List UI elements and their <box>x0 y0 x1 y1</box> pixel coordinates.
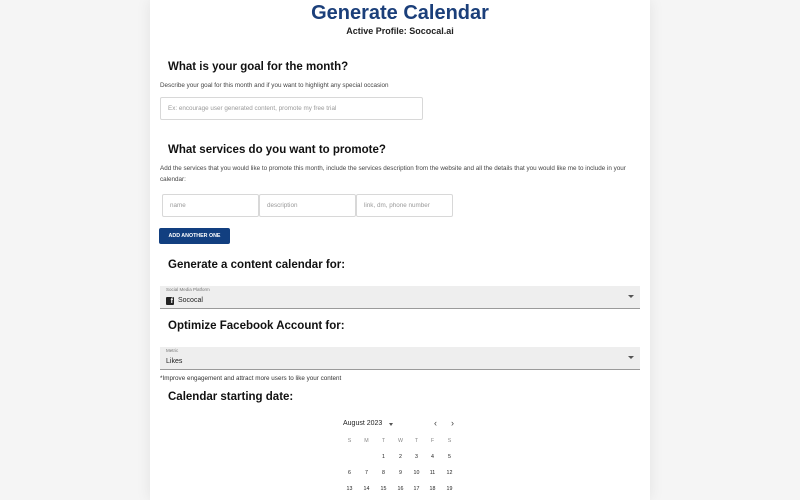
weekday-label: T <box>414 438 419 444</box>
calendar-day[interactable]: 18 <box>429 486 436 492</box>
calendar-day[interactable]: 19 <box>446 486 453 492</box>
calendar-day[interactable]: 3 <box>415 454 418 460</box>
generate-calendar-card <box>150 0 650 500</box>
calendar-day[interactable]: 8 <box>382 470 385 476</box>
calendar-day[interactable]: 11 <box>429 470 436 476</box>
calendar-day[interactable]: 10 <box>413 470 420 476</box>
calendar-day[interactable]: 6 <box>348 470 351 476</box>
goal-heading: What is your goal for the month? <box>168 61 349 73</box>
platform-select[interactable] <box>160 286 640 309</box>
platform-heading: Generate a content calendar for: <box>168 259 346 271</box>
calendar-day[interactable]: 5 <box>448 454 451 460</box>
chevron-down-icon <box>628 356 634 359</box>
previous-month-button[interactable]: ‹ <box>434 418 437 428</box>
calendar-day[interactable]: 17 <box>413 486 420 492</box>
weekday-label: T <box>381 438 386 444</box>
weekday-label: F <box>430 438 435 444</box>
calendar-day[interactable]: 13 <box>346 486 353 492</box>
services-heading: What services do you want to promote? <box>168 144 386 156</box>
metric-select[interactable] <box>160 347 640 370</box>
goal-description: Describe your goal for this month and if you want to highlight any special occasion <box>160 82 389 89</box>
weekday-label: S <box>447 438 452 444</box>
active-profile-label: Active Profile: Sococal.ai <box>346 26 454 36</box>
next-month-button[interactable]: › <box>451 418 454 428</box>
calendar-day[interactable]: 12 <box>446 470 453 476</box>
calendar-day[interactable]: 4 <box>431 454 434 460</box>
metric-field-label: Metric <box>166 348 179 353</box>
calendar-day[interactable]: 2 <box>399 454 402 460</box>
goal-input[interactable]: Ex: encourage user generated content, promote my free trial <box>160 97 423 120</box>
weekday-label: S <box>347 438 352 444</box>
page-title: Generate Calendar <box>311 2 489 24</box>
metric-hint: *Improve engagement and attract more users to like your content <box>160 375 342 382</box>
calendar-day[interactable]: 9 <box>399 470 402 476</box>
chevron-down-icon <box>628 295 634 298</box>
calendar-day[interactable]: 7 <box>365 470 368 476</box>
month-select[interactable]: August 2023 <box>343 420 383 427</box>
platform-value: Sococal <box>178 297 203 304</box>
calendar-day[interactable]: 16 <box>397 486 404 492</box>
calendar-heading: Calendar starting date: <box>168 391 294 403</box>
chevron-down-icon[interactable] <box>389 423 393 426</box>
calendar-day[interactable]: 14 <box>363 486 370 492</box>
services-description: Add the services that you would like to promote this month, include the services description from the website and all the details that you would like me to include in your calendar: <box>160 165 626 183</box>
weekday-label: M <box>364 438 369 444</box>
service-link-input[interactable]: link, dm, phone number <box>356 194 453 217</box>
facebook-icon: f <box>166 297 174 305</box>
calendar-day[interactable]: 1 <box>382 454 385 460</box>
metric-value: Likes <box>166 358 183 365</box>
calendar-day[interactable]: 15 <box>380 486 387 492</box>
optimize-heading: Optimize Facebook Account for: <box>168 320 345 332</box>
service-description-input[interactable]: description <box>259 194 356 217</box>
platform-field-label: Social Media Platform <box>166 287 210 292</box>
add-another-button[interactable]: ADD ANOTHER ONE <box>159 228 230 244</box>
weekday-label: W <box>398 438 403 444</box>
service-name-input[interactable]: name <box>162 194 259 217</box>
